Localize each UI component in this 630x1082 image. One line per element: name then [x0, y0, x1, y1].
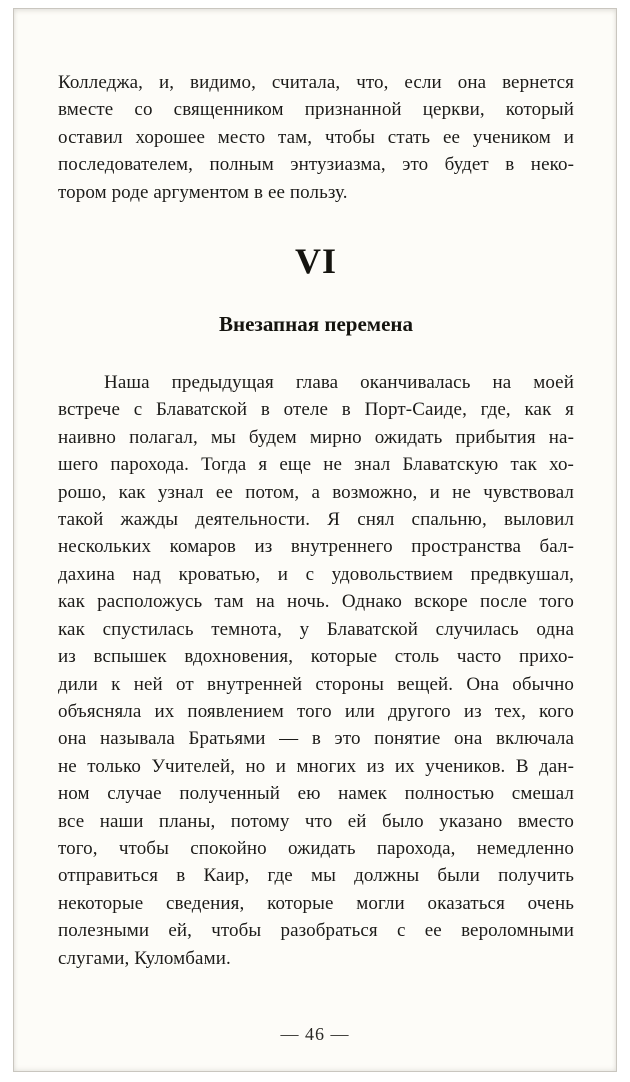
- text-line: ном случае полученный ею намек полностью смешал: [58, 783, 574, 805]
- text-line: такой жажды деятельности. Я снял спальню, выловил: [58, 509, 574, 531]
- text-line: дахина над кроватью, и с удовольствием предвкушал,: [58, 563, 574, 585]
- text-line: объясняла их появлением того или другого из тех, кого: [58, 700, 574, 722]
- text-line: нескольких комаров из внутреннего пространства бал-: [58, 536, 574, 558]
- chapter-number: VI: [294, 241, 337, 282]
- text-line: наивно полагал, мы будем мирно ожидать прибытия на-: [58, 426, 574, 448]
- text-line: отправиться в Каир, где мы должны были получить: [58, 865, 574, 887]
- text-line: как расположусь там на ночь. Однако вскоре после того: [58, 591, 574, 613]
- text-line: шего парохода. Тогда я еще не знал Блаватскую так хо-: [58, 454, 574, 476]
- text-line: она называла Братьями — в это понятие она включала: [58, 728, 574, 750]
- text-line: оставил хорошее место там, чтобы стать ее учеником и: [58, 126, 574, 148]
- text-line: как спустилась темнота, у Блаватской случилась одна: [58, 618, 574, 640]
- text-line: последователем, полным энтузиазма, это будет в неко-: [58, 154, 574, 176]
- text-line: встрече с Блаватской в отеле в Порт-Саиде, где, как я: [58, 399, 574, 421]
- text-line: того, чтобы спокойно ожидать парохода, немедленно: [58, 837, 574, 859]
- page-text-block: [58, 69, 574, 972]
- text-line: слугами, Куломбами.: [58, 947, 231, 969]
- text-line: Наша предыдущая глава оканчивалась на моей: [104, 372, 574, 394]
- body-paragraph: [58, 369, 574, 972]
- book-page: [13, 8, 617, 1072]
- chapter-title: Внезапная перемена: [218, 312, 414, 337]
- text-line: дили к ней от внутренней стороны вещей. Она обычно: [58, 673, 574, 695]
- text-line: некоторые сведения, которые могли оказаться очень: [58, 892, 574, 914]
- text-line: полезными ей, чтобы разобраться с ее вероломными: [58, 920, 574, 942]
- text-line: все наши планы, потому что ей было указано вместо: [58, 810, 574, 832]
- text-line: рошо, как узнал ее потом, а возможно, и не чувствовал: [58, 481, 574, 503]
- text-line: Колледжа, и, видимо, считала, что, если она вернется: [58, 72, 574, 93]
- text-line: из вспышек вдохновения, которые столь часто прихо-: [58, 646, 574, 668]
- text-line: тором роде аргументом в ее пользу.: [58, 181, 348, 203]
- text-line: вместе со священником признанной церкви, который: [58, 99, 574, 121]
- continuation-paragraph: [58, 69, 574, 206]
- text-line: не только Учителей, но и многих из их учеников. В дан-: [58, 755, 574, 777]
- page-number: — 46 —: [280, 1024, 350, 1044]
